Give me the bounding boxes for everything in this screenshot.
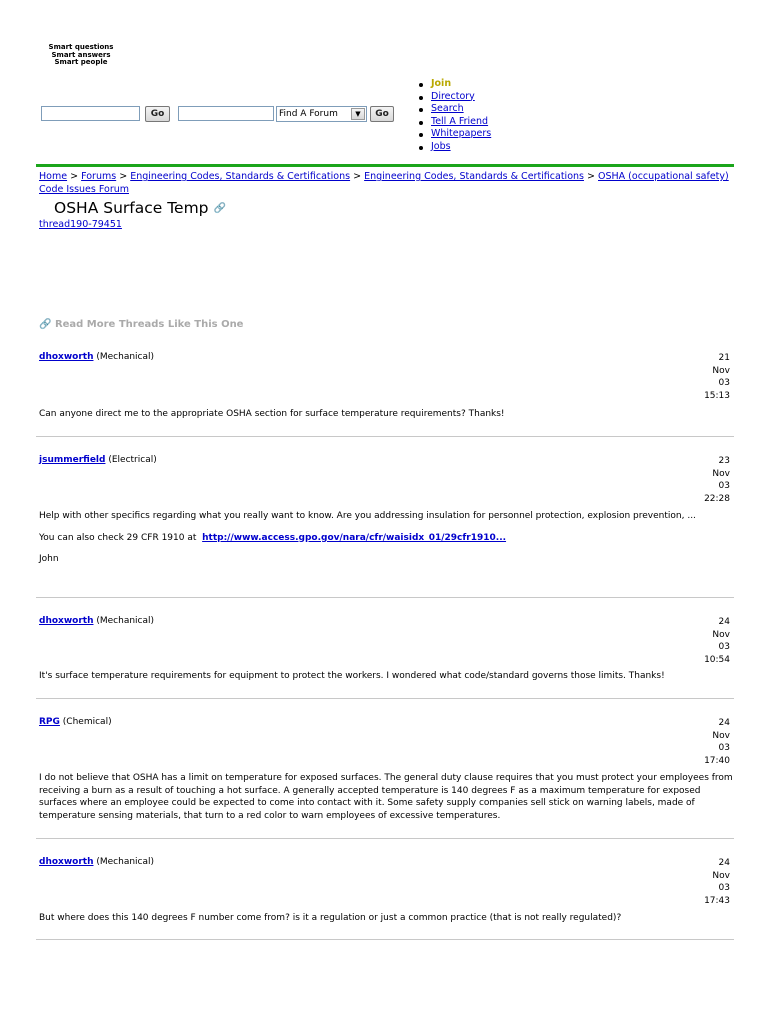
author-discipline: (Mechanical) bbox=[96, 857, 155, 867]
find-forum-select-value: Find A Forum bbox=[279, 109, 338, 119]
paperclip-icon[interactable]: 🔗 bbox=[213, 203, 226, 214]
author-link[interactable]: RPG bbox=[39, 717, 60, 727]
post-author bbox=[39, 352, 154, 362]
breadcrumb-separator: > bbox=[587, 171, 595, 182]
post-author bbox=[39, 857, 154, 867]
tagline-line: Smart questions bbox=[48, 43, 114, 51]
thread-title: OSHA Surface Temp bbox=[54, 199, 209, 217]
thread-id-link[interactable]: thread190-79451 bbox=[39, 219, 122, 230]
post-author bbox=[39, 717, 112, 727]
page-title bbox=[54, 199, 226, 217]
post-divider bbox=[36, 436, 734, 437]
search-input[interactable] bbox=[41, 106, 140, 121]
breadcrumb-forums[interactable]: Forums bbox=[81, 171, 117, 182]
post-body: I do not believe that OSHA has a limit on temperature for exposed surfaces. The general duty clause requires that you must protect your employees from receiving a burn as a result of touching a hot surface. A generally accepted temperature is 140 degrees F as a maximum temperature for exposed surfaces where an employee could be expected to come into contact with it. Some safety supply companies sell stick on warning labels, made of temperature sensing materials, that turn to a red color to warn employees of excessive temperatures. bbox=[39, 773, 733, 821]
post-divider bbox=[36, 838, 734, 839]
post-divider bbox=[36, 597, 734, 598]
find-forum-select[interactable] bbox=[276, 106, 367, 122]
post-body: It's surface temperature requirements for equipment to protect the workers. I wondered what code/standard governs those limits. Thanks! bbox=[39, 671, 665, 681]
breadcrumb-separator: > bbox=[353, 171, 362, 182]
tagline-line: Smart answers bbox=[51, 50, 111, 59]
post-body: Help with other specifics regarding what you really want to know. Are you addressing insulation for personnel protection, explosion prevention, ... You can also check 29 CFR 1910 at http://www.access.gpo.gov/nara/cfr/waisidx_01/29cfr1910... John bbox=[39, 510, 733, 566]
forum-go-button[interactable]: Go bbox=[370, 106, 394, 122]
nav-item-whitepapers[interactable]: Whitepapers bbox=[418, 128, 491, 141]
post-divider bbox=[36, 939, 734, 940]
post-date: 23 Nov 03 22:28 bbox=[704, 456, 730, 504]
author-discipline: (Mechanical) bbox=[96, 352, 155, 362]
post-divider bbox=[36, 698, 734, 699]
nav-item-search[interactable]: Search bbox=[418, 103, 491, 116]
post-body: But where does this 140 degrees F number come from? is it a regulation or just a common practice (that is not really regulated)? bbox=[39, 913, 622, 923]
post-date: 21 Nov 03 15:13 bbox=[704, 353, 730, 401]
forum-post bbox=[39, 455, 733, 585]
post-author bbox=[39, 616, 154, 626]
post-date: 24 Nov 03 10:54 bbox=[704, 617, 730, 665]
chevron-down-icon: ▼ bbox=[351, 108, 365, 120]
read-more-threads-link[interactable] bbox=[39, 319, 243, 330]
post-author bbox=[39, 455, 157, 465]
author-link[interactable]: dhoxworth bbox=[39, 857, 94, 867]
nav-item-jobs[interactable]: Jobs bbox=[418, 141, 491, 154]
author-discipline: (Electrical) bbox=[108, 455, 157, 465]
paperclip-icon: 🔗 bbox=[39, 319, 52, 330]
post-body: Can anyone direct me to the appropriate OSHA section for surface temperature requirements? Thanks! bbox=[39, 409, 505, 419]
breadcrumb-forum[interactable]: OSHA (occupational safety) Code Issues Forum bbox=[39, 171, 729, 195]
post-date: 24 Nov 03 17:40 bbox=[704, 718, 730, 766]
forum-post bbox=[39, 352, 733, 422]
header-divider bbox=[36, 164, 734, 167]
author-link[interactable]: jsummerfield bbox=[39, 455, 106, 465]
author-discipline: (Chemical) bbox=[62, 717, 112, 727]
search-go-button[interactable]: Go bbox=[145, 106, 170, 122]
breadcrumb-separator: > bbox=[70, 171, 79, 182]
forum-post bbox=[39, 616, 733, 686]
nav-item-join[interactable]: Join bbox=[418, 78, 491, 91]
breadcrumb-separator: > bbox=[119, 171, 128, 182]
cfr-link[interactable]: http://www.access.gpo.gov/nara/cfr/waisidx_01/29cfr1910... bbox=[202, 532, 507, 543]
forum-search-input[interactable] bbox=[178, 106, 274, 121]
site-nav bbox=[418, 78, 491, 154]
forum-post bbox=[39, 717, 733, 827]
post-link-line: You can also check 29 CFR 1910 at http://www.access.gpo.gov/nara/cfr/waisidx_01/29cfr1910... bbox=[39, 532, 507, 543]
author-link[interactable]: dhoxworth bbox=[39, 616, 94, 626]
nav-item-tell-a-friend[interactable]: Tell A Friend bbox=[418, 116, 491, 129]
author-discipline: (Mechanical) bbox=[96, 616, 155, 626]
breadcrumb-home[interactable]: Home bbox=[39, 171, 68, 182]
breadcrumb-category[interactable]: Engineering Codes, Standards & Certifications bbox=[130, 171, 351, 182]
site-tagline bbox=[46, 44, 116, 67]
breadcrumb-subcategory[interactable]: Engineering Codes, Standards & Certifications bbox=[364, 171, 584, 182]
author-link[interactable]: dhoxworth bbox=[39, 352, 94, 362]
breadcrumb bbox=[39, 171, 729, 196]
tagline-line: Smart people bbox=[54, 58, 108, 66]
nav-item-directory[interactable]: Directory bbox=[418, 91, 491, 104]
forum-post bbox=[39, 857, 733, 927]
read-more-label: Read More Threads Like This One bbox=[54, 319, 244, 330]
post-date: 24 Nov 03 17:43 bbox=[704, 858, 730, 906]
post-signature: John bbox=[39, 554, 59, 564]
